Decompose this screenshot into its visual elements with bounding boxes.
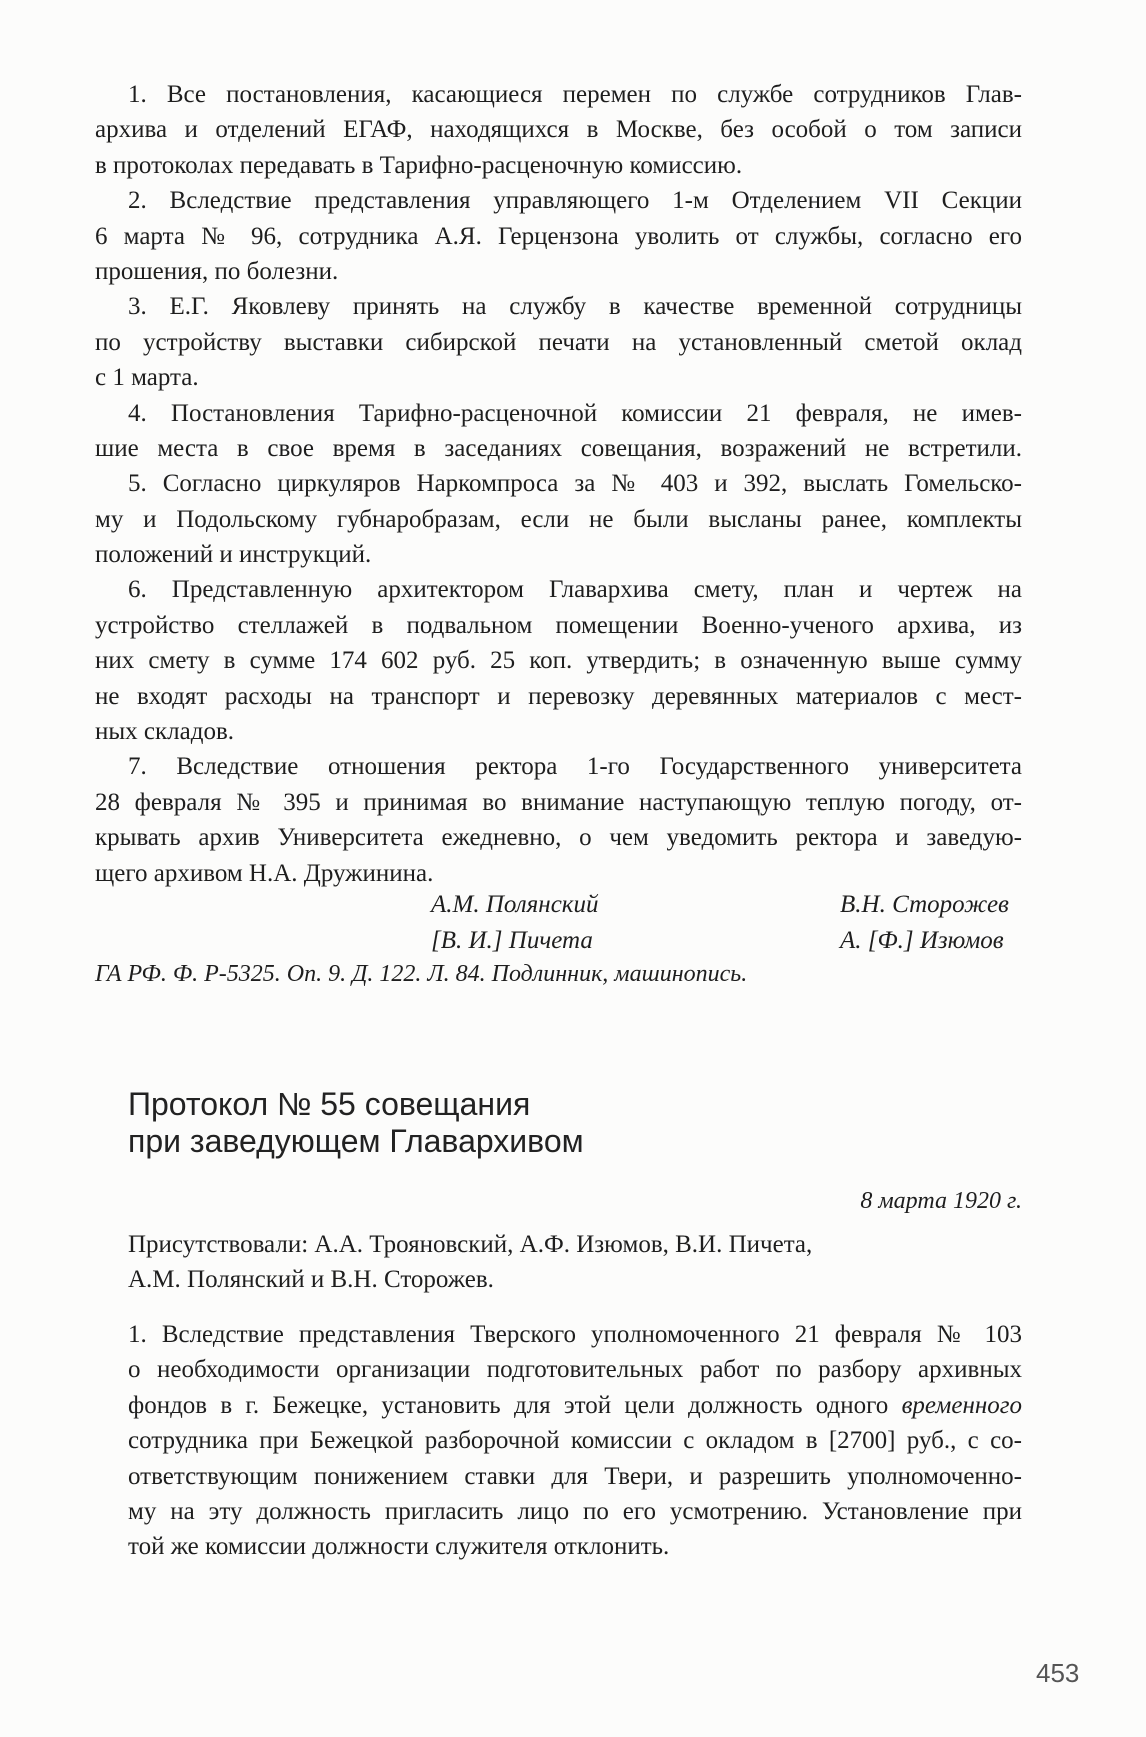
attendees-line: Присутствовали: А.А. Трояновский, А.Ф. Изюмов, В.И. Пичета, bbox=[128, 1231, 813, 1258]
text-segment: фондов в г. Бежецке, установить для этой цели должность одного bbox=[128, 1391, 902, 1419]
item-1-line: архива и отделений ЕГАФ, находящихся в Москве, без особой о том записи bbox=[95, 116, 1022, 144]
signature-picheta: [В. И.] Пичета bbox=[431, 927, 593, 954]
text-line: ответствующим понижением ставки для Твери, и разрешить уполномоченно- bbox=[128, 1462, 1022, 1490]
item-6-line: устройство стеллажей в подвальном помещении Военно-ученого архива, из bbox=[95, 611, 1022, 639]
protocol-55-heading bbox=[128, 1086, 584, 1160]
item-2-line: прошения, по болезни. bbox=[95, 257, 339, 285]
signature-izyumov: А. [Ф.] Изюмов bbox=[840, 927, 1004, 954]
item-3-line: по устройству выставки сибирской печати на установленный сметой оклад bbox=[95, 328, 1022, 356]
heading-line: Протокол № 55 совещания bbox=[128, 1086, 531, 1122]
signature-polyansky: А.М. Полянский bbox=[431, 891, 599, 918]
italic-word: временного bbox=[901, 1391, 1022, 1419]
item-2-line: 2. Вследствие представления управляющего 1-м Отделением VII Секции bbox=[128, 187, 1022, 215]
attendees-line: А.М. Полянский и В.Н. Сторожев. bbox=[128, 1266, 494, 1294]
item-7-line: крывать архив Университета ежедневно, о чем уведомить ректора и заведую- bbox=[95, 824, 1022, 852]
item-6-line: 6. Представленную архитектором Главархива смету, план и чертеж на bbox=[128, 576, 1022, 604]
archival-source: ГА РФ. Ф. Р-5325. Оп. 9. Д. 122. Л. 84. Подлинник, машинопись. bbox=[95, 961, 748, 987]
heading-line: при заведующем Главархивом bbox=[128, 1123, 584, 1159]
signature-storozhev: В.Н. Сторожев bbox=[840, 891, 1009, 918]
item-5-line: положений и инструкций. bbox=[95, 541, 372, 569]
text-line bbox=[128, 1388, 1022, 1423]
item-1-line: в протоколах передавать в Тарифно-расценочную комиссию. bbox=[95, 151, 743, 179]
attendees bbox=[128, 1227, 1022, 1298]
item-6-line: не входят расходы на транспорт и перевозку деревянных материалов с мест- bbox=[95, 682, 1022, 710]
item-2-line: 6 марта № 96, сотрудника А.Я. Герцензона уволить от службы, согласно его bbox=[95, 222, 1022, 250]
item-7-line: 7. Вследствие отношения ректора 1-го Государственного университета bbox=[128, 753, 1022, 781]
item-6-line: них смету в сумме 174 602 руб. 25 коп. утвердить; в означенную выше сумму bbox=[95, 647, 1022, 675]
item-4-line: 4. Постановления Тарифно-расценочной комиссии 21 февраля, не имев- bbox=[128, 399, 1022, 427]
protocol-55-item-1 bbox=[128, 1317, 1022, 1565]
protocol-54-items bbox=[95, 77, 1022, 891]
protocol-date: 8 марта 1920 г. bbox=[860, 1188, 1022, 1214]
item-5-line: 5. Согласно циркуляров Наркомпроса за № 403 и 392, выслать Гомельско- bbox=[128, 470, 1022, 498]
item-7-line: 28 февраля № 395 и принимая во внимание наступающую теплую погоду, от- bbox=[95, 788, 1022, 816]
item-1-line: 1. Все постановления, касающиеся перемен по службе сотрудников Глав- bbox=[128, 81, 1022, 108]
item-6-line: ных складов. bbox=[95, 718, 235, 746]
item-4-line: шие места в свое время в заседаниях совещания, возражений не встретили. bbox=[95, 434, 1022, 462]
text-line: сотрудника при Бежецкой разборочной комиссии с окладом в [2700] руб., с со- bbox=[128, 1427, 1022, 1455]
text-line: 1. Вследствие представления Тверского уполномоченного 21 февраля № 103 bbox=[128, 1321, 1022, 1348]
text-line: му на эту должность пригласить лицо по его усмотрению. Установление при bbox=[128, 1497, 1022, 1525]
page-number: 453 bbox=[1036, 1658, 1080, 1688]
item-5-line: му и Подольскому губнаробразам, если не были высланы ранее, комплекты bbox=[95, 505, 1022, 533]
item-7-line: щего архивом Н.А. Дружинина. bbox=[95, 859, 434, 887]
text-line: той же комиссии должности служителя отклонить. bbox=[128, 1533, 670, 1561]
text-line: о необходимости организации подготовительных работ по разбору архивных bbox=[128, 1356, 1022, 1384]
item-3-line: с 1 марта. bbox=[95, 364, 199, 392]
item-3-line: 3. Е.Г. Яковлеву принять на службу в качестве временной сотрудницы bbox=[128, 293, 1022, 321]
